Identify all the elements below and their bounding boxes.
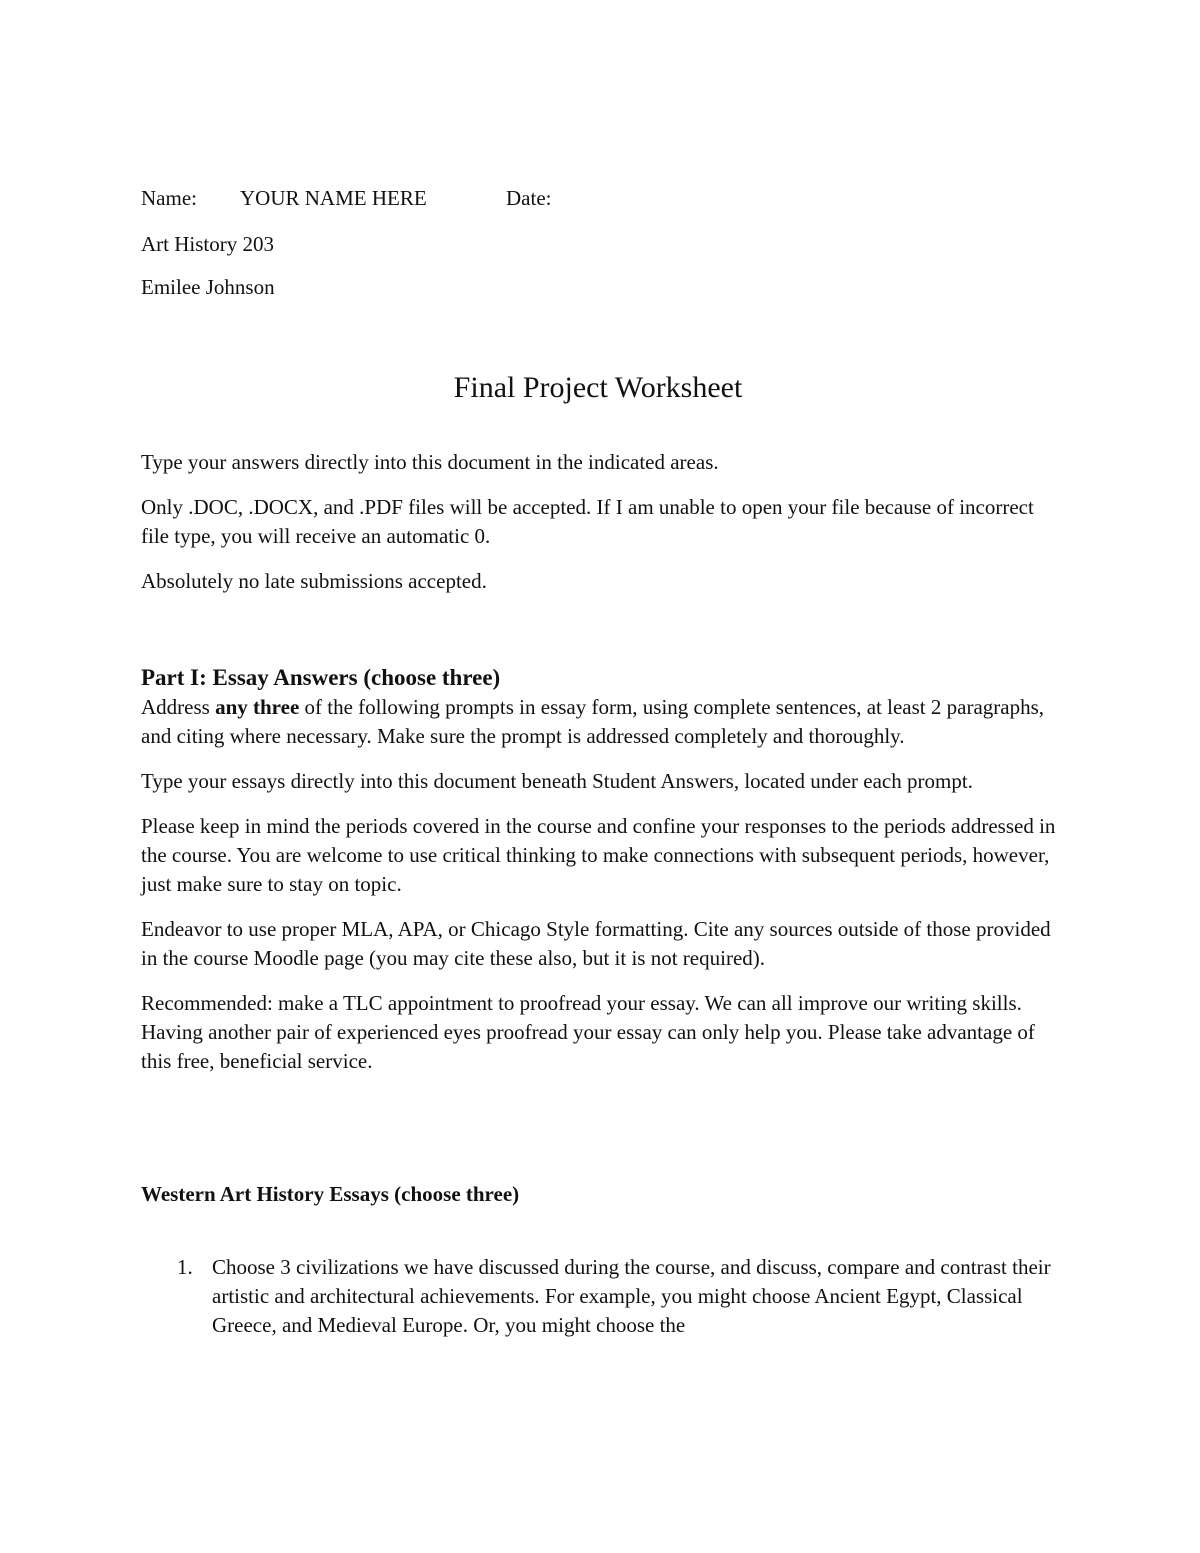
date-label: Date:: [506, 186, 552, 210]
part1-citation-note: Endeavor to use proper MLA, APA, or Chicago Style formatting. Cite any sources outside of those provided in the course Moodle page (you may cite these also, but it is not required).: [141, 917, 1051, 970]
part1-intro-emphasis: any three: [215, 695, 300, 719]
part1-heading: Part I: Essay Answers (choose three): [141, 665, 501, 690]
part1-intro-rest: of the following prompts in essay form, using complete sentences, at least 2 paragraphs, and citing where necessary. Make sure the prompt is addressed completely and thoroughly.: [141, 695, 1044, 748]
instruction-no-late: Absolutely no late submissions accepted.: [141, 569, 487, 593]
name-date-line: [141, 184, 1061, 216]
instruction-file-types: Only .DOC, .DOCX, and .PDF files will be accepted. If I am unable to open your file because of incorrect file type, you will receive an automatic 0.: [141, 495, 1034, 548]
instructor-name: Emilee Johnson: [141, 275, 275, 299]
essay-prompt-number: 1.: [177, 1255, 193, 1279]
part1-periods-note: Please keep in mind the periods covered in the course and confine your responses to the periods addressed in the course. You are welcome to use critical thinking to make connections with subsequent periods, however, just make sure to stay on topic.: [141, 814, 1056, 896]
essay-prompt-text: Choose 3 civilizations we have discussed during the course, and discuss, compare and contrast their artistic and architectural achievements. For example, you might choose Ancient Egypt, Classical Greece, and Medieval Europe. Or, you might choose the: [212, 1255, 1051, 1337]
essay-prompt-list: [141, 1253, 1061, 1340]
document-title: Final Project Worksheet: [453, 371, 743, 404]
western-essays-heading: Western Art History Essays (choose three): [141, 1182, 520, 1206]
part1-type-essays: Type your essays directly into this document beneath Student Answers, located under each prompt.: [141, 769, 973, 793]
name-value[interactable]: YOUR NAME HERE: [240, 186, 427, 210]
course-name: Art History 203: [141, 232, 274, 256]
name-label: Name:: [141, 186, 197, 210]
part1-tlc-recommendation: Recommended: make a TLC appointment to proofread your essay. We can all improve our writing skills. Having another pair of experienced eyes proofread your essay can only help you. Please take advantage of this free, beneficial service.: [141, 991, 1035, 1073]
essay-prompt-item: [141, 1253, 1061, 1340]
part1-intro-start: Address: [141, 695, 216, 719]
document-page: [141, 184, 1061, 1361]
instruction-type-answers: Type your answers directly into this document in the indicated areas.: [141, 450, 719, 474]
part1-intro: [141, 693, 1061, 751]
